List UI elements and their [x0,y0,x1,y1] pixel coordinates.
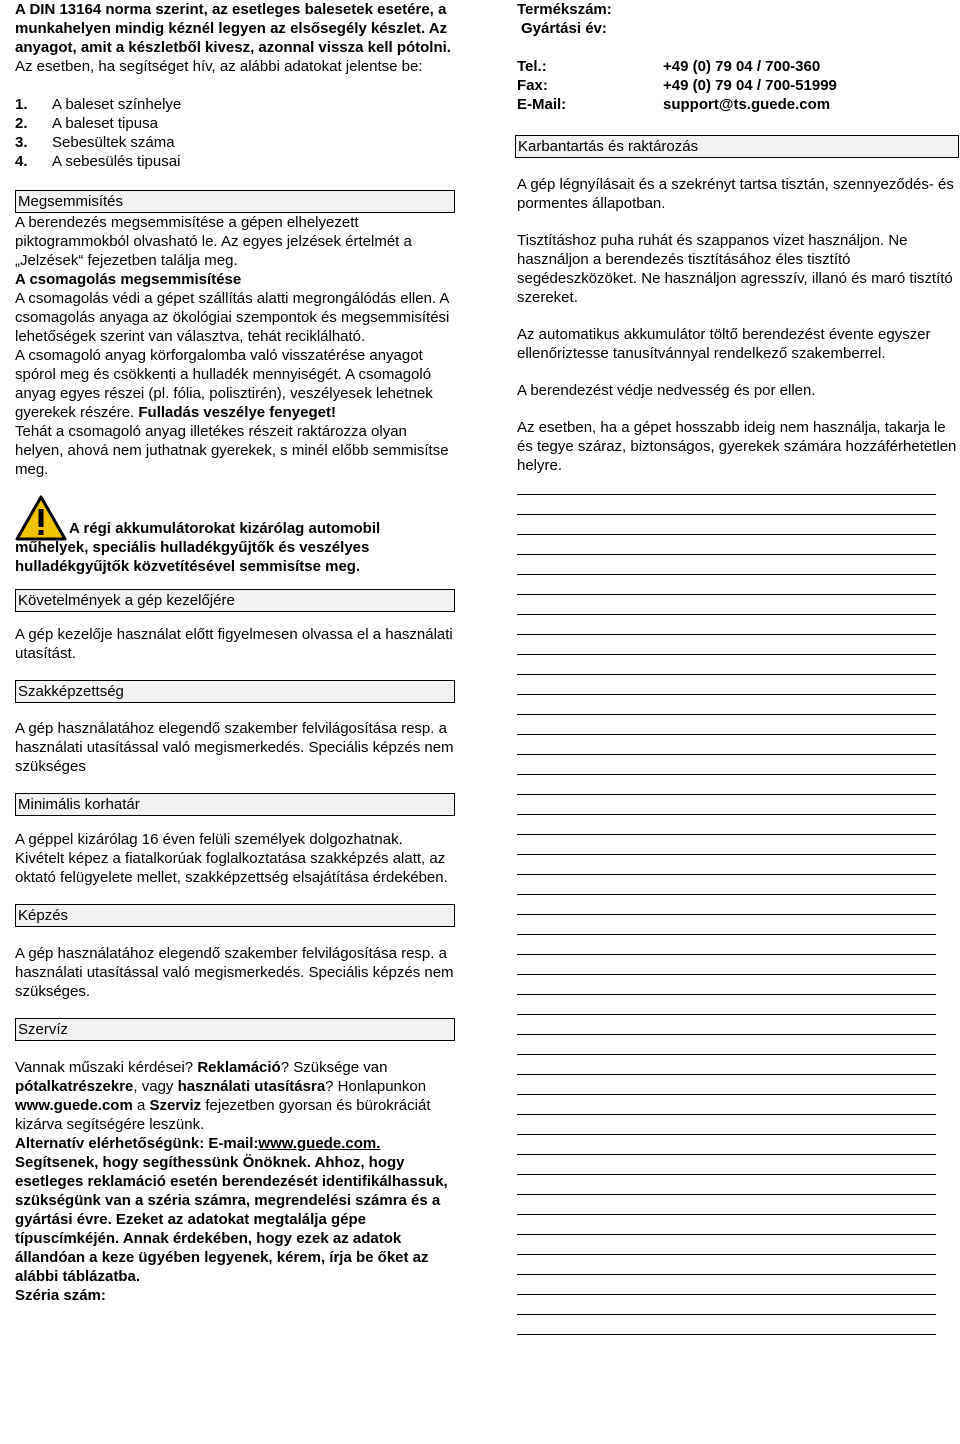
list-item: 1. A baleset színhelye [15,96,182,113]
note-line [517,774,936,775]
section-heading-min-age: Minimális korhatár [15,793,455,816]
service-text: Vannak műszaki kérdései? Reklamáció? Szüksége van pótalkatrészekre, vagy használati utasításra? Honlapunkon www.guede.com a Szerviz fejezetben gyorsan és bürokráciát kizárva segítségére leszünk. [15,1059,431,1133]
note-line [517,494,936,495]
maintenance-text-4: A berendezést védje nedvesség és por ellen. [517,382,816,399]
note-line [517,634,936,635]
maintenance-text-2: Tisztításhoz puha ruhát és szappanos vizet használjon. Ne használjon a berendezés tisztításához éles tisztító segédeszközöket. Ne használjon agresszív, illanó és maró tisztító szereket. [517,232,953,306]
report-list [15,95,455,171]
contact-phone: Tel.: +49 (0) 79 04 / 700-360 [517,58,821,75]
note-line [517,1294,936,1295]
maintenance-text-3: Az automatikus akkumulátor töltő berendezést évente egyszer ellenőriztesse tanusítvánnyal rendelkező szakemberrel. [517,326,931,362]
note-line [517,614,936,615]
note-line [517,1134,936,1135]
note-line [517,814,936,815]
report-intro: Az esetben, ha segítséget hív, az alábbi adatokat jelentse be: [15,58,423,75]
note-line [517,1034,936,1035]
note-line [517,1234,936,1235]
note-line [517,1194,936,1195]
note-line [517,1174,936,1175]
note-line [517,794,936,795]
warning-triangle-icon [15,495,67,541]
note-line [517,714,936,715]
note-line [517,1074,936,1075]
list-item: 3. Sebesültek száma [15,134,175,151]
note-line [517,594,936,595]
note-line [517,694,936,695]
note-line [517,1094,936,1095]
right-column [517,0,960,1335]
battery-warning: A régi akkumulátorokat kizárólag automobil műhelyek, speciális hulladékgyűjtők és veszélyes hulladékgyűjtők közvetítésével semmisítse meg. [15,495,455,576]
note-line [517,834,936,835]
note-line [517,754,936,755]
manufacture-year-label: Gyártási év: [521,20,607,37]
left-column [15,0,455,1305]
list-item: 2. A baleset tipusa [15,115,158,132]
contact-email: E-Mail: support@ts.guede.com [517,96,831,113]
qualification-text: A gép használatához elegendő szakember felvilágosítása resp. a használati utasítással való megismerkedés. Speciális képzés nem szükséges [15,720,454,775]
training-text: A gép használatához elegendő szakember felvilágosítása resp. a használati utasítással való megismerkedés. Speciális képzés nem szükséges. [15,945,454,1000]
packaging-title: A csomagolás megsemmisítése [15,271,242,288]
note-line [517,854,936,855]
note-line [517,534,936,535]
disposal-text: A berendezés megsemmisítése a gépen elhelyezett piktogrammokból olvasható le. Az egyes jelzések értelmét a „Jelzések“ fejezetben találja meg. [15,214,412,269]
service-contact: Alternatív elérhetőségünk: E-mail:www.guede.com. [15,1135,381,1152]
operator-text: A gép kezelője használat előtt figyelmesen olvassa el a használati utasítást. [15,626,453,662]
note-line [517,1254,936,1255]
note-line [517,1274,936,1275]
note-line [517,734,936,735]
notes-lines [517,494,960,1335]
contact-fax: Fax: +49 (0) 79 04 / 700-51999 [517,77,837,94]
section-heading-maintenance: Karbantartás és raktározás [515,135,959,158]
section-heading-operator: Követelmények a gép kezelőjére [15,589,455,612]
packaging-text-3: Tehát a csomagoló anyag illetékes részeit raktározza olyan helyen, ahová nem juthatnak gyerekek, s minél előbb semmisítse meg. [15,423,449,478]
note-line [517,1154,936,1155]
note-line [517,654,936,655]
note-line [517,974,936,975]
list-item: 4. A sebesülés tipusai [15,153,181,170]
product-number-label: Termékszám: [517,1,612,18]
note-line [517,514,936,515]
note-line [517,574,936,575]
maintenance-text-1: A gép légnyílásait és a szekrényt tartsa tisztán, szennyeződés- és pormentes állapotban. [517,176,954,212]
website-link[interactable]: www.guede.com. [258,1135,381,1152]
maintenance-text-5: Az esetben, ha a gépet hosszabb ideig nem használja, takarja le és tegye száraz, biztonságos, gyerekek számára hozzáférhetetlen helyre. [517,419,957,474]
note-line [517,934,936,935]
note-line [517,994,936,995]
min-age-text: A géppel kizárólag 16 éven felüli személyek dolgozhatnak. Kivételt képez a fiatalkorúak foglalkoztatása szakképzés alatt, az oktató felügyelete mellet, szakképzettség elsajátítása érdekében. [15,831,448,886]
packaging-text-2: A csomagoló anyag körforgalomba való visszatérése anyagot spórol meg és csökkenti a hulladék mennyiségét. A csomagoló anyag egyes részei (pl. fólia, polisztirén), veszélyesek lehetnek gyerekek részére. Fulladás veszélye fenyeget! [15,347,433,421]
section-heading-qualification: Szakképzettség [15,680,455,703]
note-line [517,1114,936,1115]
serial-number-label: Széria szám: [15,1287,106,1304]
note-line [517,1314,936,1315]
note-line [517,954,936,955]
note-line [517,914,936,915]
note-line [517,1214,936,1215]
section-heading-training: Képzés [15,904,455,927]
note-line [517,874,936,875]
note-line [517,1014,936,1015]
section-heading-service: Szervíz [15,1018,455,1041]
note-line [517,894,936,895]
note-line [517,1054,936,1055]
packaging-text-1: A csomagolás védi a gépet szállítás alatti megrongálódás ellen. A csomagolás anyaga az ökológiai szempontok és megsemmisítési lehetőségek szerint van választva, tehát reciklálható. [15,290,450,345]
service-identification-text: Segítsenek, hogy segíthessünk Önöknek. Ahhoz, hogy esetleges reklamáció esetén berendezését identifikálhassuk, szükségünk van a széria számra, megrendelési számra és a gyártási évre. Ezeket az adatokat megtalálja gépe típuscímkéjén. Annak érdekében, hogy ezek az adatok állandóan a keze ügyében legyenek, kérem, írja be őket az alábbi táblázatba. [15,1154,448,1285]
section-heading-disposal: Megsemmisítés [15,190,455,213]
note-line [517,554,936,555]
note-line [517,674,936,675]
first-aid-text: A DIN 13164 norma szerint, az esetleges balesetek esetére, a munkahelyen mindig kéznél legyen az elsősegély készlet. Az anyagot, amit a készletből kivesz, azonnal vissza kell pótolni. [15,1,451,56]
note-line [517,1334,936,1335]
contact-block [517,57,960,114]
